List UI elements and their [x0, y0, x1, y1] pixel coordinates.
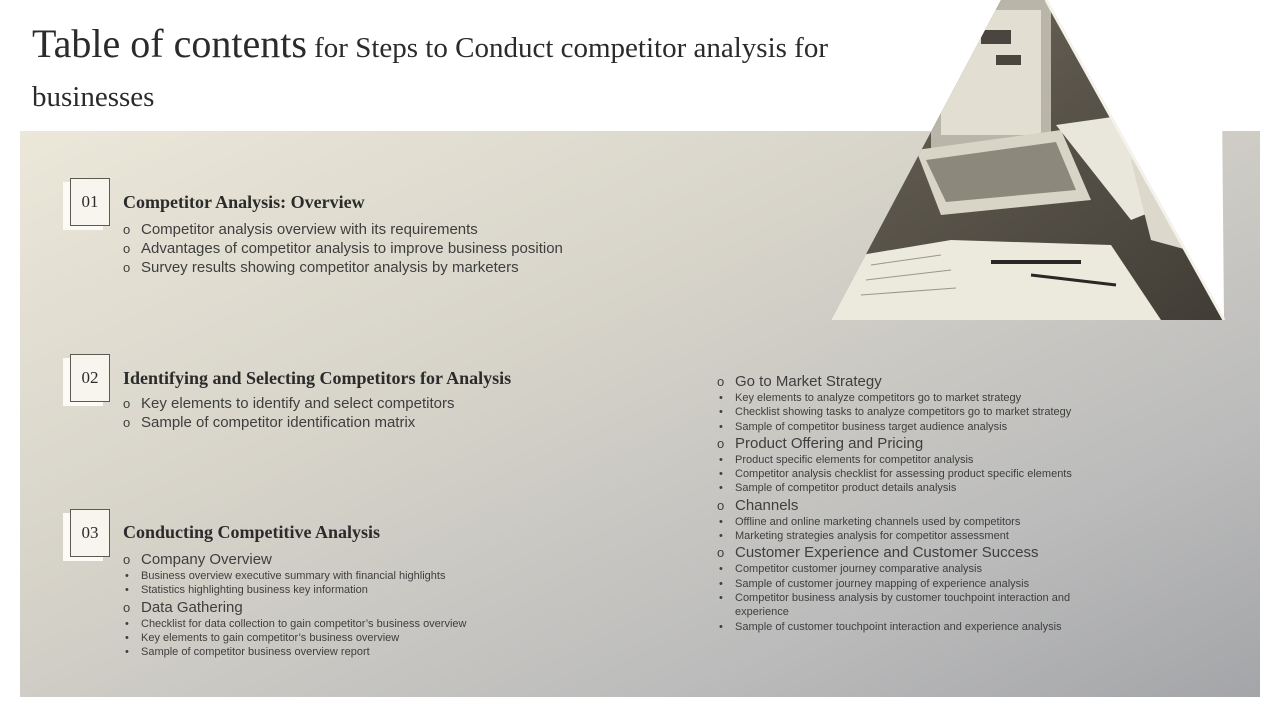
sub-list-item: • Statistics highlighting business key information: [125, 584, 368, 597]
sub-list-item: • Sample of customer journey mapping of experience analysis: [719, 577, 1030, 590]
title-rest: for Steps to Conduct competitor analysis for businesses: [32, 32, 828, 113]
bullet-circle-icon: o: [123, 415, 131, 430]
section-02-list: [123, 394, 455, 432]
sub-list-item: • Sample of competitor product details analysis: [719, 482, 957, 495]
title-main: Table of contents: [32, 21, 307, 66]
list-item: o Data Gathering: [123, 598, 243, 616]
section-01-list: [123, 220, 563, 277]
sub-list-item: • Competitor analysis checklist for assessing product specific elements: [719, 468, 1072, 481]
bullet-circle-icon: o: [717, 374, 725, 389]
bullet-dot-icon: •: [125, 646, 129, 659]
bullet-dot-icon: •: [719, 577, 723, 590]
sub-list-item: • Competitor customer journey comparative analysis: [719, 563, 982, 576]
bullet-dot-icon: •: [125, 617, 129, 630]
list-item: o Channels: [717, 496, 799, 514]
bullet-dot-icon: •: [719, 453, 723, 466]
sub-list-item: • Sample of competitor business overview report: [125, 646, 370, 659]
section-number-02: 02: [70, 354, 110, 402]
bullet-dot-icon: •: [719, 406, 723, 419]
bullet-circle-icon: o: [123, 599, 131, 615]
sub-list-item: • Checklist for data collection to gain competitor’s business overview: [125, 617, 467, 630]
sub-list-item: • Key elements to gain competitor’s business overview: [125, 631, 400, 644]
sub-list-item: • Sample of competitor business target audience analysis: [719, 420, 1008, 433]
page-title: [32, 22, 882, 124]
list-item: o Advantages of competitor analysis to improve business position: [123, 240, 563, 257]
bullet-dot-icon: •: [719, 530, 723, 543]
section-title-02: Identifying and Selecting Competitors for Analysis: [123, 368, 512, 388]
sub-list-item: • Sample of customer touchpoint interaction and experience analysis: [719, 620, 1062, 633]
bullet-dot-icon: •: [719, 482, 723, 495]
bullet-dot-icon: •: [719, 591, 723, 604]
bullet-dot-icon: •: [719, 392, 723, 404]
bullet-dot-icon: •: [125, 631, 129, 644]
section-title-01: Competitor Analysis: Overview: [123, 192, 365, 212]
list-item: o Customer Experience and Customer Success: [717, 544, 1039, 562]
bullet-circle-icon: o: [123, 396, 131, 411]
section-number-01: 01: [70, 178, 110, 226]
bullet-circle-icon: o: [123, 222, 131, 237]
right-column-list: [717, 372, 1137, 634]
sub-list-item: • Product specific elements for competitor analysis: [719, 453, 974, 466]
bullet-dot-icon: •: [719, 515, 723, 528]
sub-list-item: • Key elements to analyze competitors go to market strategy: [719, 392, 1022, 404]
bullet-circle-icon: o: [123, 552, 131, 567]
bullet-dot-icon: •: [719, 468, 723, 481]
sub-list-item: • Checklist showing tasks to analyze competitors go to market strategy: [719, 406, 1072, 419]
sub-list-item: • Competitor business analysis by customer touchpoint interaction and experience: [719, 591, 1071, 619]
list-item: o Go to Market Strategy: [717, 373, 882, 390]
bullet-circle-icon: o: [717, 497, 725, 513]
bullet-circle-icon: o: [123, 241, 131, 256]
bullet-circle-icon: o: [123, 260, 131, 275]
section-title-03: Conducting Competitive Analysis: [123, 522, 381, 542]
bullet-dot-icon: •: [125, 584, 129, 597]
sub-list-item: • Offline and online marketing channels used by competitors: [719, 515, 1021, 528]
bullet-circle-icon: o: [717, 435, 725, 451]
list-item: o Company Overview: [123, 551, 272, 568]
sub-list-item: • Marketing strategies analysis for competitor assessment: [719, 530, 1009, 543]
list-item: o Key elements to identify and select competitors: [123, 395, 455, 412]
list-item: o Competitor analysis overview with its requirements: [123, 221, 478, 238]
bullet-dot-icon: •: [719, 563, 723, 576]
list-item: o Product Offering and Pricing: [717, 434, 924, 452]
sub-list-item: • Business overview executive summary with financial highlights: [125, 570, 446, 582]
bullet-dot-icon: •: [125, 570, 129, 582]
list-item: o Sample of competitor identification matrix: [123, 414, 416, 431]
bullet-circle-icon: o: [717, 545, 725, 561]
section-03-list: [123, 550, 643, 659]
list-item: o Survey results showing competitor analysis by marketers: [123, 259, 519, 276]
laptop-photo: [831, 0, 1280, 320]
section-number-03: 03: [70, 509, 110, 557]
bullet-dot-icon: •: [719, 620, 723, 633]
bullet-dot-icon: •: [719, 420, 723, 433]
